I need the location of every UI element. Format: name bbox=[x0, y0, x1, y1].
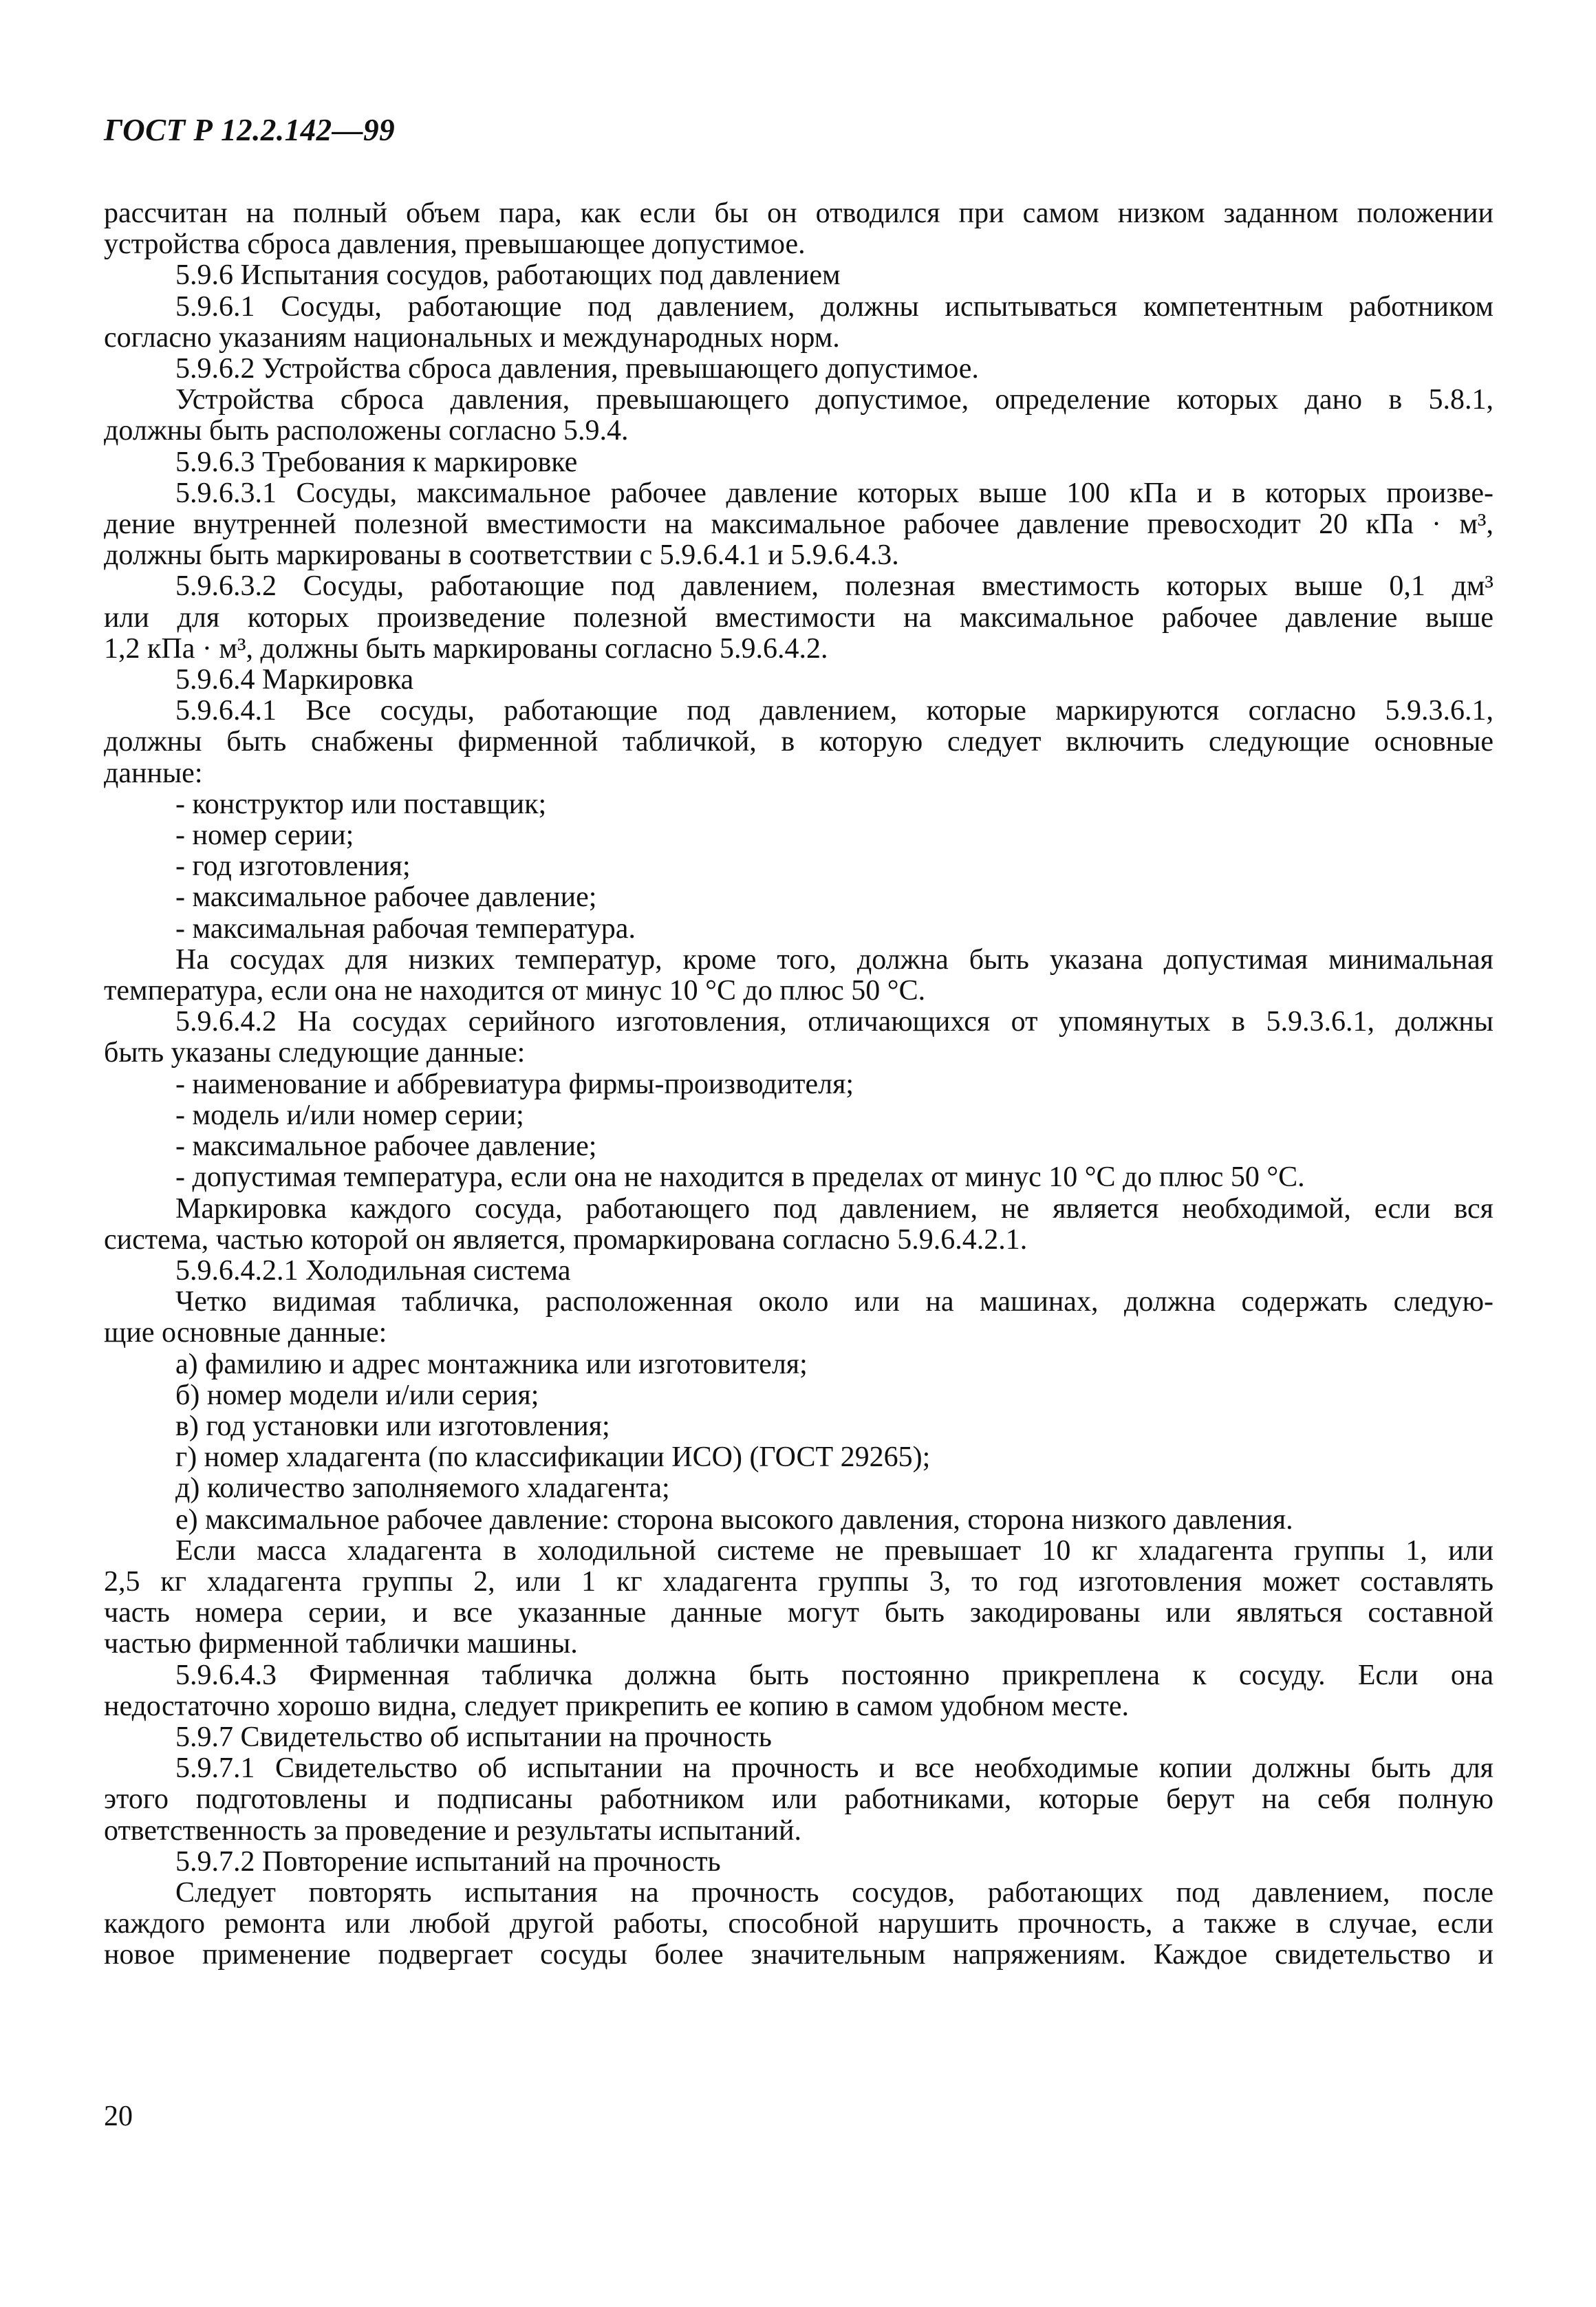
text-line: - максимальная рабочая температура. bbox=[175, 912, 636, 945]
text-line: б) номер модели и/или серия; bbox=[175, 1379, 539, 1411]
text-line: 5.9.6.4.2.1 Холодильная система bbox=[175, 1254, 571, 1287]
text-line: щие основные данные: bbox=[104, 1317, 387, 1349]
text-line: 5.9.6.4.2 На сосудах серийного изготовления, отличающихся от упомянутых в 5.9.3.6.1, должны bbox=[175, 1006, 1493, 1038]
text-line: частью фирменной таблички машины. bbox=[104, 1628, 578, 1660]
text-line: должны быть расположены согласно 5.9.4. bbox=[104, 415, 629, 447]
text-line: д) количество заполняемого хладагента; bbox=[175, 1472, 670, 1505]
text-line: - модель и/или номер серии; bbox=[175, 1099, 524, 1131]
text-line: недостаточно хорошо видна, следует прикрепить ее копию в самом удобном месте. bbox=[104, 1690, 1129, 1722]
text-line: данные: bbox=[104, 757, 203, 789]
text-line: - год изготовления; bbox=[175, 850, 411, 883]
document-body bbox=[104, 198, 1493, 1971]
text-line: 5.9.6.3.2 Сосуды, работающие под давлением, полезная вместимость которых выше 0,1 дм³ bbox=[175, 570, 1493, 603]
text-line: Устройства сброса давления, превышающего допустимое, определение которых дано в 5.8.1, bbox=[175, 384, 1493, 416]
text-line: - наименование и аббревиатура фирмы-производителя; bbox=[175, 1068, 854, 1100]
text-line: устройства сброса давления, превышающее допустимое. bbox=[104, 228, 806, 261]
text-line: 5.9.6.4.3 Фирменная табличка должна быть постоянно прикреплена к сосуду. Если она bbox=[175, 1659, 1493, 1691]
document-header: ГОСТ Р 12.2.142—99 bbox=[104, 113, 396, 147]
text-line: Следует повторять испытания на прочность сосудов, работающих под давлением, после bbox=[175, 1876, 1493, 1909]
text-line: 5.9.7 Свидетельство об испытании на прочность bbox=[175, 1721, 772, 1753]
text-line: 5.9.6 Испытания сосудов, работающих под давлением bbox=[175, 259, 841, 292]
text-line: - максимальное рабочее давление; bbox=[175, 881, 597, 914]
text-line: быть указаны следующие данные: bbox=[104, 1037, 526, 1069]
text-line: или для которых произведение полезной вместимости на максимальное рабочее давление выше bbox=[104, 601, 1493, 634]
text-line: - номер серии; bbox=[175, 819, 354, 852]
text-line: согласно указаниям национальных и международных норм. bbox=[104, 321, 840, 354]
text-line: - допустимая температура, если она не находится в пределах от минус 10 °С до плюс 50 °С. bbox=[175, 1161, 1305, 1194]
text-line: в) год установки или изготовления; bbox=[175, 1410, 610, 1442]
text-line: 2,5 кг хладагента группы 2, или 1 кг хладагента группы 3, то год изготовления может составлять bbox=[104, 1565, 1493, 1598]
text-line: часть номера серии, и все указанные данные могут быть закодированы или являться составной bbox=[104, 1597, 1493, 1629]
text-line: 5.9.6.1 Сосуды, работающие под давлением, должны испытываться компетентным работником bbox=[175, 290, 1493, 323]
text-line: - максимальное рабочее давление; bbox=[175, 1130, 597, 1163]
text-line: новое применение подвергает сосуды более значительным напряжениям. Каждое свидетельство и bbox=[104, 1939, 1493, 1971]
text-line: 1,2 кПа · м³, должны быть маркированы согласно 5.9.6.4.2. bbox=[104, 632, 828, 665]
text-line: 5.9.6.3.1 Сосуды, максимальное рабочее давление которых выше 100 кПа и в которых произве- bbox=[175, 477, 1493, 509]
text-line: дение внутренней полезной вместимости на максимальное рабочее давление превосходит 20 кПа · м³, bbox=[104, 508, 1493, 541]
text-line: е) максимальное рабочее давление: сторона высокого давления, сторона низкого давления. bbox=[175, 1503, 1293, 1536]
text-line: ответственность за проведение и результаты испытаний. bbox=[104, 1814, 802, 1847]
text-line: Четко видимая табличка, расположенная около или на машинах, должна содержать следую- bbox=[175, 1286, 1493, 1318]
text-line: система, частью которой он является, промаркирована согласно 5.9.6.4.2.1. bbox=[104, 1223, 1028, 1256]
text-line: каждого ремонта или любой другой работы, способной нарушить прочность, а также в случае, если bbox=[104, 1908, 1493, 1940]
text-line: 5.9.6.4.1 Все сосуды, работающие под давлением, которые маркируются согласно 5.9.3.6.1, bbox=[175, 695, 1493, 727]
text-line: 5.9.6.3 Требования к маркировке bbox=[175, 446, 578, 478]
text-line: - конструктор или поставщик; bbox=[175, 788, 547, 820]
text-line: На сосудах для низких температур, кроме того, должна быть указана допустимая минимальная bbox=[175, 943, 1493, 976]
text-line: 5.9.7.1 Свидетельство об испытании на прочность и все необходимые копии должны быть для bbox=[175, 1752, 1493, 1785]
page-number: 20 bbox=[104, 2101, 133, 2132]
text-line: 5.9.6.4 Маркировка bbox=[175, 664, 414, 696]
text-line: этого подготовлены и подписаны работником или работниками, которые берут на себя полную bbox=[104, 1783, 1493, 1816]
text-line: Маркировка каждого сосуда, работающего под давлением, не является необходимой, если вся bbox=[175, 1192, 1493, 1225]
text-line: 5.9.6.2 Устройства сброса давления, превышающего допустимое. bbox=[175, 353, 979, 385]
text-line: а) фамилию и адрес монтажника или изготовителя; bbox=[175, 1348, 808, 1380]
text-line: должны быть маркированы в соответствии с 5.9.6.4.1 и 5.9.6.4.3. bbox=[104, 539, 899, 572]
text-line: должны быть снабжены фирменной табличкой, в которую следует включить следующие основные bbox=[104, 726, 1493, 758]
text-line: рассчитан на полный объем пара, как если бы он отводился при самом низком заданном положении bbox=[104, 197, 1493, 229]
text-line: Если масса хладагента в холодильной системе не превышает 10 кг хладагента группы 1, или bbox=[175, 1534, 1493, 1567]
text-line: г) номер хладагента (по классификации ИСО) (ГОСТ 29265); bbox=[175, 1441, 931, 1474]
text-line: 5.9.7.2 Повторение испытаний на прочность bbox=[175, 1845, 721, 1878]
text-line: температура, если она не находится от минус 10 °С до плюс 50 °С. bbox=[104, 975, 926, 1007]
